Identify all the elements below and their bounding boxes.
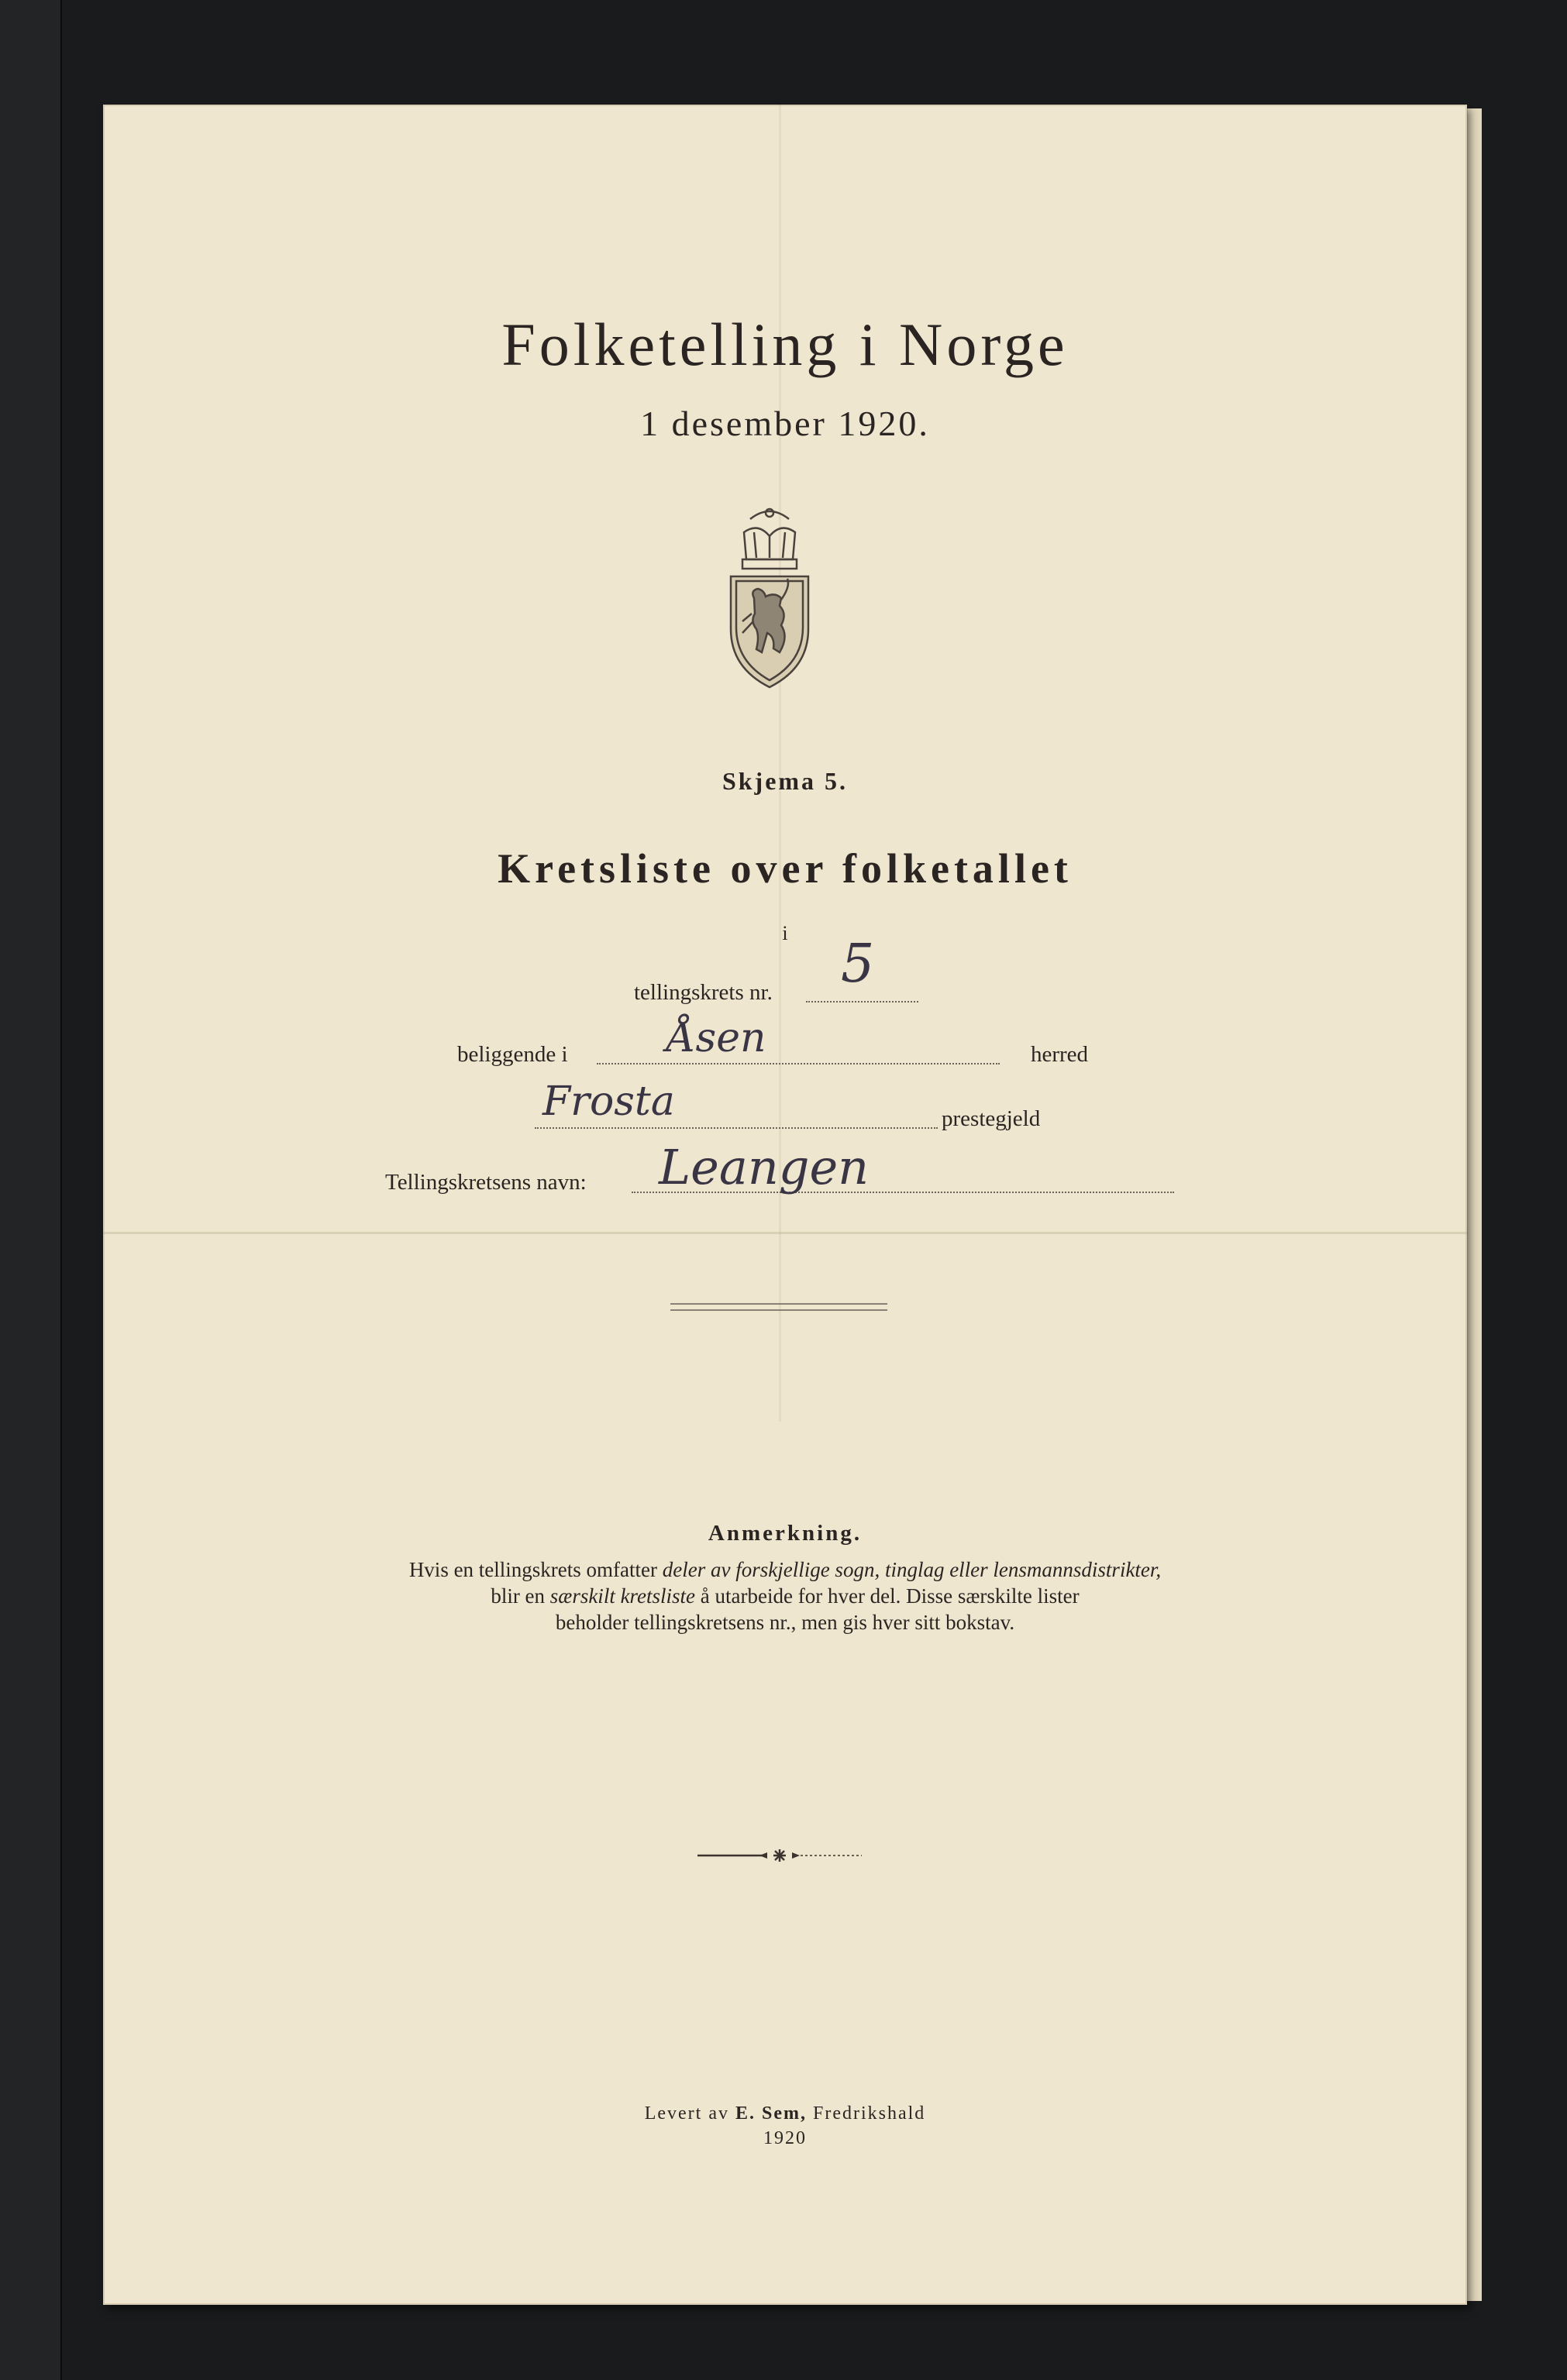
schema-number: Skjema 5. bbox=[722, 767, 849, 795]
note-line-2-c: å utarbeide for hver del. Disse særskilte lister bbox=[700, 1584, 1080, 1608]
paper-edge bbox=[1467, 108, 1482, 2301]
divider-rule-bottom bbox=[670, 1309, 887, 1311]
note-heading: Anmerkning. bbox=[708, 1521, 863, 1546]
note-line-1-b: deler av forskjellige sogn, tinglag eller lensmannsdistrikter, bbox=[662, 1558, 1162, 1581]
printer-line bbox=[103, 2103, 1467, 2124]
note-line-2 bbox=[103, 1583, 1467, 1609]
form-heading: Kretsliste over folketallet bbox=[498, 845, 1073, 892]
herred-prefix: beliggende i bbox=[457, 1042, 568, 1067]
herred-value-handwritten: Åsen bbox=[666, 1015, 766, 1061]
note-line-1-a: Hvis en tellingskrets omfatter bbox=[408, 1558, 657, 1581]
herred-line bbox=[597, 1063, 1000, 1064]
vertical-fold-line bbox=[779, 105, 781, 1422]
norway-coat-of-arms-icon bbox=[719, 505, 820, 691]
prestegjeld-line bbox=[535, 1127, 938, 1129]
star-ornament-icon bbox=[697, 1848, 862, 1863]
printer-place: Fredrikshald bbox=[812, 2103, 926, 2124]
note-line-1 bbox=[103, 1556, 1467, 1583]
horizontal-fold-line bbox=[103, 1232, 1467, 1234]
divider-rule-top bbox=[670, 1303, 887, 1305]
connector-i: i bbox=[782, 922, 788, 944]
note-line-2-b: særskilt kretsliste bbox=[549, 1584, 696, 1608]
printer-prefix: Levert av bbox=[644, 2103, 729, 2124]
note-line-2-a: blir en bbox=[491, 1584, 546, 1608]
krets-value-handwritten: 5 bbox=[841, 934, 875, 995]
prestegjeld-suffix: prestegjeld bbox=[942, 1106, 1041, 1131]
note-line-3: beholder tellingskretsens nr., men gis hver sitt bokstav. bbox=[555, 1611, 1015, 1634]
krets-label: tellingskrets nr. bbox=[634, 980, 773, 1005]
krets-line bbox=[806, 1001, 918, 1003]
printer-name: E. Sem, bbox=[735, 2103, 807, 2124]
book-spine bbox=[0, 0, 62, 2380]
document-title: Folketelling i Norge bbox=[501, 311, 1069, 378]
herred-suffix: herred bbox=[1031, 1042, 1089, 1067]
navn-label: Tellingskretsens navn: bbox=[385, 1170, 587, 1195]
printer-year: 1920 bbox=[763, 2128, 807, 2148]
prestegjeld-value-handwritten: Frosta bbox=[542, 1078, 675, 1125]
navn-value-handwritten: Leangen bbox=[659, 1139, 870, 1195]
document-date: 1 desember 1920. bbox=[640, 404, 930, 443]
